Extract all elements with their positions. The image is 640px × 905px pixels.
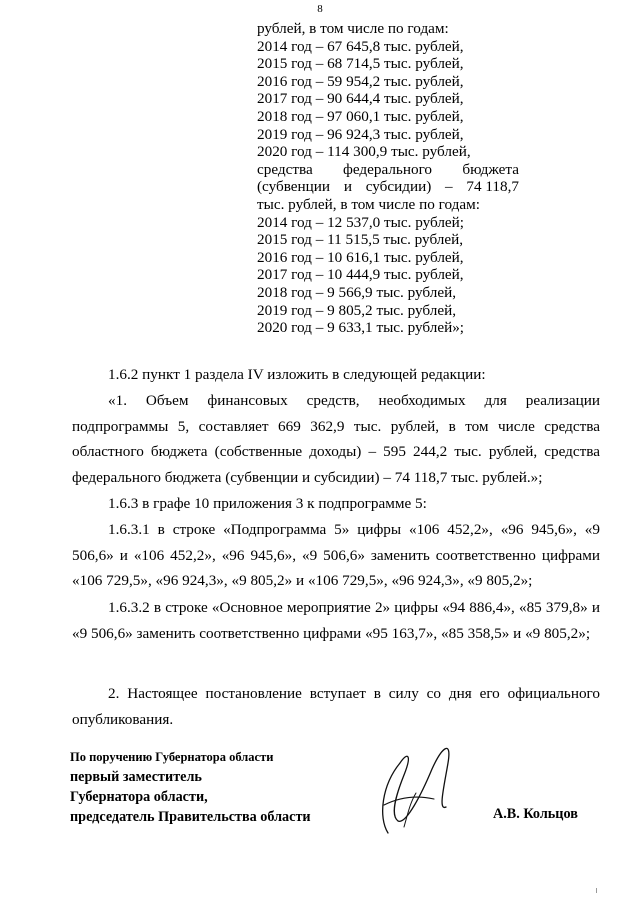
budget-line: 2019 год – 96 924,3 тыс. рублей, bbox=[257, 125, 464, 143]
budget-line: 2015 год – 11 515,5 тыс. рублей, bbox=[257, 231, 464, 249]
federal-budget-line bbox=[257, 161, 519, 179]
budget-line: 2015 год – 68 714,5 тыс. рублей, bbox=[257, 55, 464, 73]
word: и bbox=[343, 178, 352, 196]
word: субсидии) bbox=[365, 178, 432, 196]
signatory-line: По поручению Губернатора области bbox=[70, 750, 274, 764]
word: средства bbox=[257, 160, 313, 178]
word: – bbox=[445, 178, 453, 196]
scan-mark bbox=[596, 888, 597, 893]
word: бюджета bbox=[462, 160, 519, 178]
budget-line: 2019 год – 9 805,2 тыс. рублей, bbox=[257, 301, 457, 319]
budget-line: рублей, в том числе по годам: bbox=[257, 20, 449, 37]
signatory-line: первый заместитель bbox=[70, 769, 202, 785]
word: федерального bbox=[343, 160, 433, 178]
word: (субвенции bbox=[257, 178, 331, 196]
budget-line: 2020 год – 9 633,1 тыс. рублей»; bbox=[257, 319, 465, 337]
paragraph-quote: «1. Объем финансовых средств, необходимых для реализации подпрограммы 5, составляет 669 362,9 тыс. рублей, в том числе средства областного бюджета (собственные доходы) – 595 244,2 тыс. рублей, средства федерального бюджета (субвенции и субсидии) – 74 118,7 тыс. рублей.»; bbox=[72, 392, 600, 486]
budget-breakdown bbox=[257, 20, 519, 337]
paragraph-1-6-3-1: 1.6.3.1 в строке «Подпрограмма 5» цифры «106 452,2», «96 945,6», «9 506,6» и «106 452,2», «96 945,6», «9 506,6» заменить соответственно цифрами «106 729,5», «96 924,3», «9 805,2» и «106 729,5», «96 924,3», «9 805,2»; bbox=[72, 521, 600, 589]
budget-line: 2020 год – 114 300,9 тыс. рублей, bbox=[257, 143, 471, 161]
paragraph-1-6-2: 1.6.2 пункт 1 раздела IV изложить в следующей редакции: bbox=[108, 366, 486, 383]
signature-block bbox=[70, 747, 311, 827]
signatory-line: председатель Правительства области bbox=[70, 809, 311, 825]
budget-line: 2017 год – 90 644,4 тыс. рублей, bbox=[257, 90, 464, 108]
federal-budget-line bbox=[257, 178, 519, 196]
word: 74 118,7 bbox=[466, 178, 519, 196]
signatory-name: А.В. Кольцов bbox=[493, 806, 578, 822]
page-number: 8 bbox=[317, 3, 323, 15]
budget-line: 2018 год – 9 566,9 тыс. рублей, bbox=[257, 283, 457, 301]
handwritten-signature bbox=[360, 733, 480, 843]
budget-line: 2014 год – 67 645,8 тыс. рублей, bbox=[257, 37, 464, 55]
budget-line: 2018 год – 97 060,1 тыс. рублей, bbox=[257, 107, 464, 125]
budget-line: 2016 год – 10 616,1 тыс. рублей, bbox=[257, 248, 464, 266]
budget-line: 2016 год – 59 954,2 тыс. рублей, bbox=[257, 72, 464, 90]
budget-line: 2017 год – 10 444,9 тыс. рублей, bbox=[257, 266, 464, 284]
budget-line: 2014 год – 12 537,0 тыс. рублей; bbox=[257, 213, 465, 231]
paragraph-1-6-3-2: 1.6.3.2 в строке «Основное мероприятие 2» цифры «94 886,4», «85 379,8» и «9 506,6» заменить соответственно цифрами «95 163,7», «85 358,5» и «9 805,2»; bbox=[72, 599, 600, 642]
signatory-line: Губернатора области, bbox=[70, 789, 208, 805]
paragraph-2: 2. Настоящее постановление вступает в силу со дня его официального опубликования. bbox=[72, 685, 600, 728]
budget-line: тыс. рублей, в том числе по годам: bbox=[257, 195, 480, 213]
paragraph-1-6-3: 1.6.3 в графе 10 приложения 3 к подпрограмме 5: bbox=[108, 495, 427, 512]
